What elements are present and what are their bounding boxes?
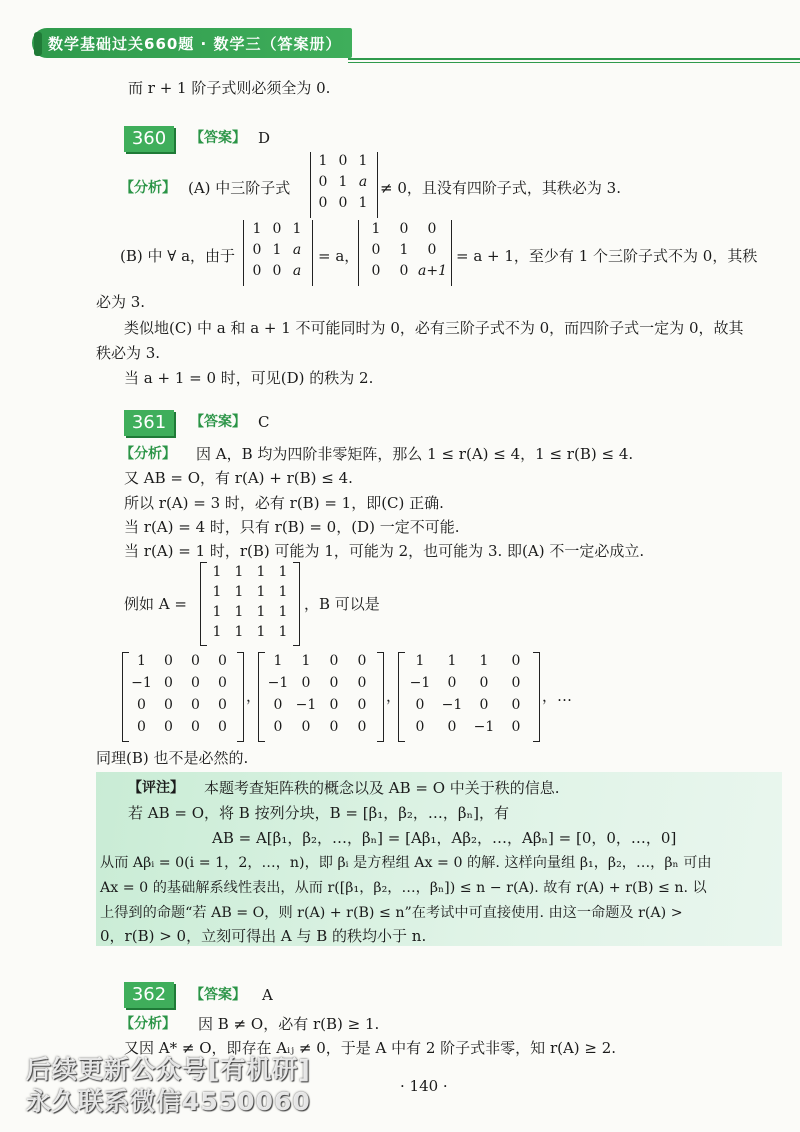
note-line5: Ax = 0 的基础解系线性表出，从而 r([β₁，β₂，…，βₙ]) ≤ n − r(A). 故有 r(A) + r(B) ≤ n. 以: [100, 880, 707, 896]
detB2-cell: 0: [371, 263, 381, 279]
matB1-cell: 0: [191, 653, 200, 669]
detA-cell: 1: [338, 174, 348, 190]
matB1-cell: 0: [218, 697, 227, 713]
matB3-cell: 0: [447, 675, 457, 691]
q360-line5: 秩必为 3.: [96, 344, 161, 362]
note-label: 【评注】: [128, 780, 184, 796]
matB2-cell: 0: [357, 697, 367, 713]
matA-cell: 1: [234, 564, 244, 580]
matA-cell: 1: [278, 624, 288, 640]
q360-line6: 当 a + 1 = 0 时，可见(D) 的秩为 2.: [124, 369, 374, 387]
matrix-sep-1: ，: [246, 687, 262, 705]
detB2-cell: 0: [427, 242, 437, 258]
matA-cell: 1: [278, 564, 288, 580]
page-header: [18, 22, 798, 62]
detB2-cell: 0: [399, 221, 409, 237]
analysis-label-361: 【分析】: [120, 446, 176, 462]
watermark-line1: 后续更新公众号[有机研]: [26, 1055, 311, 1084]
detB1-cell: 1: [272, 242, 282, 258]
matA-cell: 1: [212, 584, 222, 600]
q361-line3: 所以 r(A) = 3 时，必有 r(B) = 1，即(C) 正确.: [124, 494, 444, 512]
detB2-cell: a+1: [418, 263, 447, 279]
matB2-cell: 0: [273, 697, 283, 713]
detB2-cell: 1: [399, 242, 409, 258]
q360-line3: 必为 3.: [96, 293, 146, 311]
determinant-b2: [358, 220, 452, 286]
analysis-label-362: 【分析】: [120, 1016, 176, 1032]
detA-cell: 0: [318, 195, 328, 211]
detA-cell: 0: [338, 153, 348, 169]
page-number: · 140 ·: [400, 1077, 448, 1095]
q360-line2-pre: (B) 中 ∀ a，由于: [120, 247, 236, 265]
q360-line4: 类似地(C) 中 a 和 a + 1 不可能同时为 0，必有三阶子式不为 0，而四阶子式一定为 0，故其: [124, 319, 744, 337]
header-rule: [348, 58, 800, 60]
matB3-cell: 0: [415, 719, 425, 735]
detB1-cell: 1: [292, 221, 302, 237]
answer-label-360: 【答案】: [190, 130, 246, 146]
matB3-cell: 0: [447, 719, 457, 735]
matA-cell: 1: [234, 584, 244, 600]
q361-example-pre: 例如 A =: [124, 595, 187, 613]
matB2-cell: 0: [329, 675, 339, 691]
matrix-b2: [258, 652, 384, 742]
q361-line4: 当 r(A) = 4 时，只有 r(B) = 0，(D) 一定不可能.: [124, 518, 460, 536]
matA-cell: 1: [278, 604, 288, 620]
matB1-cell: 0: [191, 675, 200, 691]
matB2-cell: 0: [357, 653, 367, 669]
watermark-line2: 永久联系微信4550060: [26, 1087, 311, 1116]
matB3-cell: 0: [511, 719, 521, 735]
matB1-cell: −1: [131, 675, 152, 691]
matB2-cell: −1: [267, 675, 289, 691]
determinant-a: [310, 152, 378, 218]
q361-line-last: 同理(B) 也不是必然的.: [96, 749, 249, 767]
matrix-sep-2: ，: [386, 687, 402, 705]
matB3-cell: −1: [409, 675, 431, 691]
matB3-cell: 1: [447, 653, 457, 669]
detA-cell: a: [358, 174, 368, 190]
matrix-b1: [122, 652, 244, 742]
detA-cell: 1: [358, 153, 368, 169]
matA-cell: 1: [256, 584, 266, 600]
matA-cell: 1: [278, 584, 288, 600]
matB3-cell: −1: [473, 719, 495, 735]
matB2-cell: 0: [357, 719, 367, 735]
matA-cell: 1: [212, 564, 222, 580]
question-number-362: 362: [124, 982, 174, 1008]
matA-cell: 1: [256, 624, 266, 640]
q360-line1-post: ≠ 0，且没有四阶子式，其秩必为 3.: [380, 179, 621, 197]
matB2-cell: 0: [273, 719, 283, 735]
matB1-cell: 0: [164, 719, 173, 735]
matB2-cell: 0: [329, 697, 339, 713]
q362-line2: 又因 A* ≠ O，即存在 Aᵢⱼ ≠ 0，于是 A 中有 2 阶子式非零，知 r(A) ≥ 2.: [124, 1039, 617, 1057]
header-tab-mark: [34, 32, 42, 56]
detB2-cell: 0: [399, 263, 409, 279]
q360-eq1: = a，: [318, 247, 360, 265]
note-line1: 本题考查矩阵秩的概念以及 AB = O 中关于秩的信息.: [204, 779, 560, 797]
answer-362: A: [262, 986, 273, 1004]
matB2-cell: 0: [301, 719, 311, 735]
matB1-cell: 0: [164, 675, 173, 691]
determinant-b1: [243, 220, 313, 286]
matB1-cell: 0: [191, 697, 200, 713]
matB1-cell: 0: [137, 697, 146, 713]
matA-cell: 1: [212, 604, 222, 620]
matB3-cell: 1: [479, 653, 489, 669]
q361-line1: 因 A，B 均为四阶非零矩阵，那么 1 ≤ r(A) ≤ 4，1 ≤ r(B) ≤ 4.: [196, 445, 634, 463]
matB3-cell: 1: [415, 653, 425, 669]
matrix-ellipsis: ，…: [542, 687, 573, 705]
detB1-cell: 0: [252, 263, 262, 279]
q360-line2-post: = a + 1，至少有 1 个三阶子式不为 0，其秩: [456, 247, 758, 265]
answer-label-362: 【答案】: [190, 987, 246, 1003]
note-line2: 若 AB = O，将 B 按列分块，B = [β₁，β₂，…，βₙ]，有: [128, 804, 509, 822]
detB1-cell: 1: [252, 221, 262, 237]
answer-360: D: [258, 129, 271, 147]
matA-cell: 1: [234, 624, 244, 640]
analysis-label-360: 【分析】: [120, 180, 176, 196]
detB1-cell: a: [292, 242, 302, 258]
matB1-cell: 0: [164, 653, 173, 669]
question-number-360: 360: [124, 126, 174, 152]
matB2-cell: −1: [295, 697, 317, 713]
note-line4: 从而 Aβᵢ = 0(i = 1，2，…，n)，即 βᵢ 是方程组 Ax = 0 的解. 这样向量组 β₁，β₂，…，βₙ 可由: [100, 855, 712, 871]
matB3-cell: 0: [415, 697, 425, 713]
matB1-cell: 1: [137, 653, 146, 669]
matB2-cell: 0: [329, 653, 339, 669]
detA-cell: 1: [318, 153, 328, 169]
detB2-cell: 0: [427, 221, 437, 237]
matB2-cell: 1: [273, 653, 283, 669]
matB1-cell: 0: [191, 719, 200, 735]
matA-cell: 1: [234, 604, 244, 620]
header-rule-thin: [348, 62, 800, 63]
matB3-cell: 0: [479, 697, 489, 713]
matB1-cell: 0: [218, 675, 227, 691]
matB1-cell: 0: [218, 719, 227, 735]
q362-line1: 因 B ≠ O，必有 r(B) ≥ 1.: [198, 1015, 380, 1033]
matB3-cell: 0: [511, 697, 521, 713]
matB1-cell: 0: [137, 719, 146, 735]
top-line: 而 r + 1 阶子式则必须全为 0.: [128, 79, 331, 97]
matB1-cell: 0: [218, 653, 227, 669]
matA-cell: 1: [256, 604, 266, 620]
matA-cell: 1: [256, 564, 266, 580]
matB2-cell: 0: [357, 675, 367, 691]
header-title: 数学基础过关660题 · 数学三（答案册）: [48, 35, 342, 53]
answer-label-361: 【答案】: [190, 414, 246, 430]
q360-line1-pre: (A) 中三阶子式: [188, 179, 291, 197]
matrix-a: [200, 562, 300, 646]
detA-cell: 1: [358, 195, 368, 211]
detB2-cell: 1: [371, 221, 381, 237]
q361-example-post: ，B 可以是: [304, 595, 380, 613]
note-line7: 0，r(B) > 0，立刻可得出 A 与 B 的秩均小于 n.: [100, 927, 427, 945]
answer-361: C: [258, 413, 270, 431]
detA-cell: 0: [338, 195, 348, 211]
matB2-cell: 1: [301, 653, 311, 669]
detB1-cell: 0: [272, 221, 282, 237]
note-line3: AB = A[β₁，β₂，…，βₙ] = [Aβ₁，Aβ₂，…，Aβₙ] = [0，0，…，0]: [212, 829, 677, 847]
matB3-cell: 0: [511, 653, 521, 669]
note-line6: 上得到的命题“若 AB = O，则 r(A) + r(B) ≤ n”在考试中可直接使用. 由这一命题及 r(A) >: [100, 905, 683, 921]
matB1-cell: 0: [164, 697, 173, 713]
detB2-cell: 0: [371, 242, 381, 258]
q361-line2: 又 AB = O，有 r(A) + r(B) ≤ 4.: [124, 469, 353, 487]
matB3-cell: 0: [479, 675, 489, 691]
matB3-cell: 0: [511, 675, 521, 691]
matrix-b3: [398, 652, 540, 742]
question-number-361: 361: [124, 410, 174, 436]
detB1-cell: 0: [252, 242, 262, 258]
matA-cell: 1: [212, 624, 222, 640]
q361-line5: 当 r(A) = 1 时，r(B) 可能为 1，可能为 2，也可能为 3. 即(A) 不一定必成立.: [124, 542, 645, 560]
detB1-cell: a: [292, 263, 302, 279]
matB2-cell: 0: [329, 719, 339, 735]
matB3-cell: −1: [441, 697, 463, 713]
matB2-cell: 0: [301, 675, 311, 691]
detA-cell: 0: [318, 174, 328, 190]
detB1-cell: 0: [272, 263, 282, 279]
